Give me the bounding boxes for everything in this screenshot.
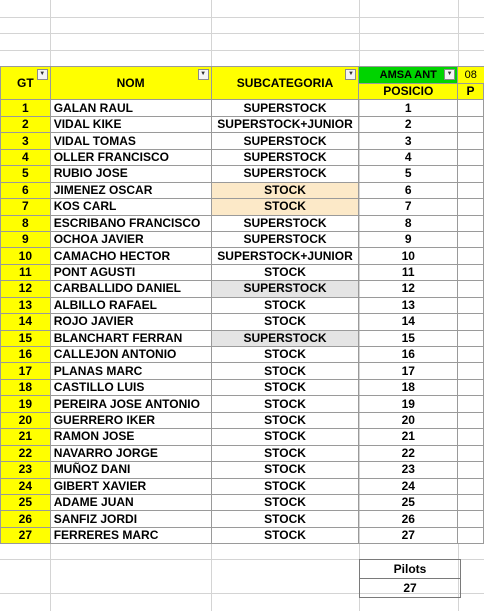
cell-subcategoria[interactable]: STOCK <box>211 379 359 395</box>
table-row <box>1 429 484 445</box>
cell-subcategoria[interactable]: SUPERSTOCK <box>211 281 359 297</box>
cell-subcategoria[interactable]: STOCK <box>211 412 359 428</box>
cell-gt[interactable]: 10 <box>1 248 51 264</box>
header-nom-label: NOM <box>116 75 145 90</box>
cell-gt[interactable]: 8 <box>1 215 51 231</box>
cell-next[interactable] <box>458 379 484 395</box>
header-posicio-label: POSICIO <box>383 84 434 99</box>
table-row <box>1 248 484 264</box>
cell-next[interactable] <box>458 314 484 330</box>
cell-next[interactable] <box>458 478 484 494</box>
table-row <box>1 462 484 478</box>
header-amsa-ant-label: AMSA ANT <box>379 68 437 81</box>
cell-posicio[interactable]: 4 <box>359 149 458 165</box>
cell-subcategoria[interactable]: SUPERSTOCK+JUNIOR <box>211 248 359 264</box>
cell-subcategoria[interactable]: SUPERSTOCK+JUNIOR <box>211 116 359 132</box>
cell-subcategoria[interactable]: STOCK <box>211 462 359 478</box>
cell-subcategoria[interactable]: STOCK <box>211 494 359 510</box>
filter-dropdown-icon[interactable]: ▼ <box>345 69 356 80</box>
header-row-top <box>1 67 484 84</box>
cell-subcategoria[interactable]: SUPERSTOCK <box>211 100 359 116</box>
cell-nom[interactable]: MUÑOZ DANI <box>50 462 211 478</box>
cell-nom[interactable]: CAMACHO HECTOR <box>50 248 211 264</box>
cell-subcategoria[interactable]: SUPERSTOCK <box>211 133 359 149</box>
header-next-col-top <box>458 67 484 84</box>
cell-gt[interactable]: 7 <box>1 199 51 215</box>
filter-dropdown-icon[interactable]: ▼ <box>444 69 455 80</box>
table-row <box>1 527 484 543</box>
cell-posicio[interactable]: 25 <box>359 494 458 510</box>
cell-next[interactable] <box>458 182 484 198</box>
cell-subcategoria[interactable]: SUPERSTOCK <box>211 330 359 346</box>
cell-gt[interactable]: 22 <box>1 445 51 461</box>
cell-subcategoria[interactable]: STOCK <box>211 199 359 215</box>
cell-subcategoria[interactable]: STOCK <box>211 527 359 543</box>
cell-next[interactable] <box>458 330 484 346</box>
table-row <box>1 231 484 247</box>
cell-next[interactable] <box>458 281 484 297</box>
table-row <box>1 330 484 346</box>
table-row <box>1 215 484 231</box>
cell-gt[interactable]: 15 <box>1 330 51 346</box>
cell-nom[interactable]: GIBERT XAVIER <box>50 478 211 494</box>
cell-nom[interactable]: VIDAL TOMAS <box>50 133 211 149</box>
header-nom[interactable] <box>50 67 211 100</box>
cell-gt[interactable]: 14 <box>1 314 51 330</box>
cell-nom[interactable]: PONT AGUSTI <box>50 264 211 280</box>
cell-gt[interactable]: 11 <box>1 264 51 280</box>
cell-next[interactable] <box>458 347 484 363</box>
table-row <box>1 494 484 510</box>
header-gt-label: GT <box>17 75 34 90</box>
cell-next[interactable] <box>458 199 484 215</box>
cell-posicio[interactable]: 14 <box>359 314 458 330</box>
cell-gt[interactable]: 20 <box>1 412 51 428</box>
cell-posicio[interactable]: 26 <box>359 511 458 527</box>
gridline <box>0 17 484 18</box>
cell-subcategoria[interactable]: STOCK <box>211 396 359 412</box>
cell-gt[interactable]: 13 <box>1 297 51 313</box>
cell-gt[interactable]: 2 <box>1 116 51 132</box>
cell-posicio[interactable]: 22 <box>359 445 458 461</box>
pilots-label: Pilots <box>360 560 461 579</box>
table-row <box>1 445 484 461</box>
cell-next[interactable] <box>458 494 484 510</box>
table-row <box>1 314 484 330</box>
cell-posicio[interactable]: 7 <box>359 199 458 215</box>
cell-posicio[interactable]: 3 <box>359 133 458 149</box>
cell-next[interactable] <box>458 248 484 264</box>
cell-next[interactable] <box>458 445 484 461</box>
cell-next[interactable] <box>458 166 484 182</box>
cell-gt[interactable]: 9 <box>1 231 51 247</box>
cell-posicio[interactable]: 17 <box>359 363 458 379</box>
table-body <box>1 100 484 544</box>
pilots-count: 27 <box>360 579 461 598</box>
cell-nom[interactable]: RUBIO JOSE <box>50 166 211 182</box>
cell-nom[interactable]: VIDAL KIKE <box>50 116 211 132</box>
cell-next[interactable] <box>458 231 484 247</box>
cell-posicio[interactable]: 21 <box>359 429 458 445</box>
cell-next[interactable] <box>458 149 484 165</box>
cell-posicio[interactable]: 19 <box>359 396 458 412</box>
cell-nom[interactable]: JIMENEZ OSCAR <box>50 182 211 198</box>
cell-nom[interactable]: CASTILLO LUIS <box>50 379 211 395</box>
cell-subcategoria[interactable]: SUPERSTOCK <box>211 215 359 231</box>
table-row <box>1 396 484 412</box>
cell-subcategoria[interactable]: STOCK <box>211 297 359 313</box>
header-posicio <box>359 84 458 100</box>
cell-subcategoria[interactable]: STOCK <box>211 363 359 379</box>
cell-gt[interactable]: 19 <box>1 396 51 412</box>
cell-nom[interactable]: ESCRIBANO FRANCISCO <box>50 215 211 231</box>
cell-nom[interactable]: PLANAS MARC <box>50 363 211 379</box>
cell-nom[interactable]: BLANCHART FERRAN <box>50 330 211 346</box>
table-row <box>1 297 484 313</box>
cell-posicio[interactable]: 12 <box>359 281 458 297</box>
cell-posicio[interactable]: 13 <box>359 297 458 313</box>
cell-subcategoria[interactable]: STOCK <box>211 429 359 445</box>
cell-nom[interactable]: ADAME JUAN <box>50 494 211 510</box>
header-amsa-ant[interactable] <box>359 67 458 84</box>
cell-gt[interactable]: 25 <box>1 494 51 510</box>
cell-gt[interactable]: 21 <box>1 429 51 445</box>
table-row <box>1 133 484 149</box>
table-row <box>1 281 484 297</box>
cell-posicio[interactable]: 15 <box>359 330 458 346</box>
cell-nom[interactable]: ROJO JAVIER <box>50 314 211 330</box>
pilots-summary <box>359 559 461 598</box>
cell-next[interactable] <box>458 396 484 412</box>
cell-subcategoria[interactable]: STOCK <box>211 264 359 280</box>
cell-gt[interactable]: 3 <box>1 133 51 149</box>
cell-posicio[interactable]: 1 <box>359 100 458 116</box>
cell-posicio[interactable]: 2 <box>359 116 458 132</box>
cell-next[interactable] <box>458 363 484 379</box>
cell-subcategoria[interactable]: STOCK <box>211 478 359 494</box>
cell-nom[interactable]: CARBALLIDO DANIEL <box>50 281 211 297</box>
header-next-col-bottom <box>458 84 484 100</box>
cell-subcategoria[interactable]: STOCK <box>211 511 359 527</box>
table-row <box>1 478 484 494</box>
header-next-col-top-label: 08 <box>464 69 477 81</box>
cell-next[interactable] <box>458 133 484 149</box>
cell-subcategoria[interactable]: SUPERSTOCK <box>211 166 359 182</box>
table-row <box>1 199 484 215</box>
cell-next[interactable] <box>458 429 484 445</box>
cell-posicio[interactable]: 24 <box>359 478 458 494</box>
cell-next[interactable] <box>458 527 484 543</box>
cell-nom[interactable]: KOS CARL <box>50 199 211 215</box>
table-row <box>1 100 484 116</box>
filter-dropdown-icon[interactable]: ▼ <box>37 69 48 80</box>
cell-nom[interactable]: ALBILLO RAFAEL <box>50 297 211 313</box>
cell-gt[interactable]: 12 <box>1 281 51 297</box>
cell-nom[interactable]: SANFIZ JORDI <box>50 511 211 527</box>
cell-gt[interactable]: 23 <box>1 462 51 478</box>
cell-subcategoria[interactable]: SUPERSTOCK <box>211 149 359 165</box>
cell-gt[interactable]: 5 <box>1 166 51 182</box>
table-row <box>1 379 484 395</box>
cell-nom[interactable]: OLLER FRANCISCO <box>50 149 211 165</box>
cell-subcategoria[interactable]: STOCK <box>211 347 359 363</box>
cell-posicio[interactable]: 23 <box>359 462 458 478</box>
cell-gt[interactable]: 18 <box>1 379 51 395</box>
table-row <box>1 182 484 198</box>
cell-subcategoria[interactable]: STOCK <box>211 445 359 461</box>
table-row <box>1 166 484 182</box>
cell-posicio[interactable]: 5 <box>359 166 458 182</box>
filter-dropdown-icon[interactable]: ▼ <box>198 69 209 80</box>
cell-posicio[interactable]: 6 <box>359 182 458 198</box>
pilot-table <box>0 66 484 544</box>
cell-gt[interactable]: 4 <box>1 149 51 165</box>
cell-nom[interactable]: NAVARRO JORGE <box>50 445 211 461</box>
cell-next[interactable] <box>458 100 484 116</box>
gridline <box>0 33 484 34</box>
cell-next[interactable] <box>458 215 484 231</box>
cell-next[interactable] <box>458 116 484 132</box>
table-row <box>1 363 484 379</box>
cell-subcategoria[interactable]: SUPERSTOCK <box>211 231 359 247</box>
cell-gt[interactable]: 24 <box>1 478 51 494</box>
table-row <box>1 412 484 428</box>
header-next-col-bottom-label: P <box>466 84 475 99</box>
cell-next[interactable] <box>458 297 484 313</box>
cell-nom[interactable]: OCHOA JAVIER <box>50 231 211 247</box>
cell-nom[interactable]: GALAN RAUL <box>50 100 211 116</box>
cell-next[interactable] <box>458 264 484 280</box>
cell-gt[interactable]: 26 <box>1 511 51 527</box>
table-row <box>1 264 484 280</box>
cell-gt[interactable]: 16 <box>1 347 51 363</box>
cell-gt[interactable]: 27 <box>1 527 51 543</box>
cell-posicio[interactable]: 20 <box>359 412 458 428</box>
header-gt[interactable] <box>1 67 51 100</box>
cell-nom[interactable]: GUERRERO IKER <box>50 412 211 428</box>
cell-nom[interactable]: CALLEJON ANTONIO <box>50 347 211 363</box>
table-row <box>1 116 484 132</box>
header-subcategoria-label: SUBCATEGORIA <box>236 75 334 90</box>
cell-subcategoria[interactable]: STOCK <box>211 314 359 330</box>
cell-posicio[interactable]: 16 <box>359 347 458 363</box>
cell-nom[interactable]: RAMON JOSE <box>50 429 211 445</box>
table-row <box>1 511 484 527</box>
cell-gt[interactable]: 17 <box>1 363 51 379</box>
cell-posicio[interactable]: 18 <box>359 379 458 395</box>
header-subcategoria[interactable] <box>211 67 359 100</box>
cell-nom[interactable]: PEREIRA JOSE ANTONIO <box>50 396 211 412</box>
cell-gt[interactable]: 6 <box>1 182 51 198</box>
cell-posicio[interactable]: 11 <box>359 264 458 280</box>
cell-nom[interactable]: FERRERES MARC <box>50 527 211 543</box>
cell-next[interactable] <box>458 462 484 478</box>
table-row <box>1 347 484 363</box>
cell-posicio[interactable]: 27 <box>359 527 458 543</box>
cell-posicio[interactable]: 9 <box>359 231 458 247</box>
cell-posicio[interactable]: 8 <box>359 215 458 231</box>
cell-subcategoria[interactable]: STOCK <box>211 182 359 198</box>
gridline <box>0 50 484 51</box>
cell-gt[interactable]: 1 <box>1 100 51 116</box>
cell-posicio[interactable]: 10 <box>359 248 458 264</box>
cell-next[interactable] <box>458 412 484 428</box>
table-row <box>1 149 484 165</box>
cell-next[interactable] <box>458 511 484 527</box>
